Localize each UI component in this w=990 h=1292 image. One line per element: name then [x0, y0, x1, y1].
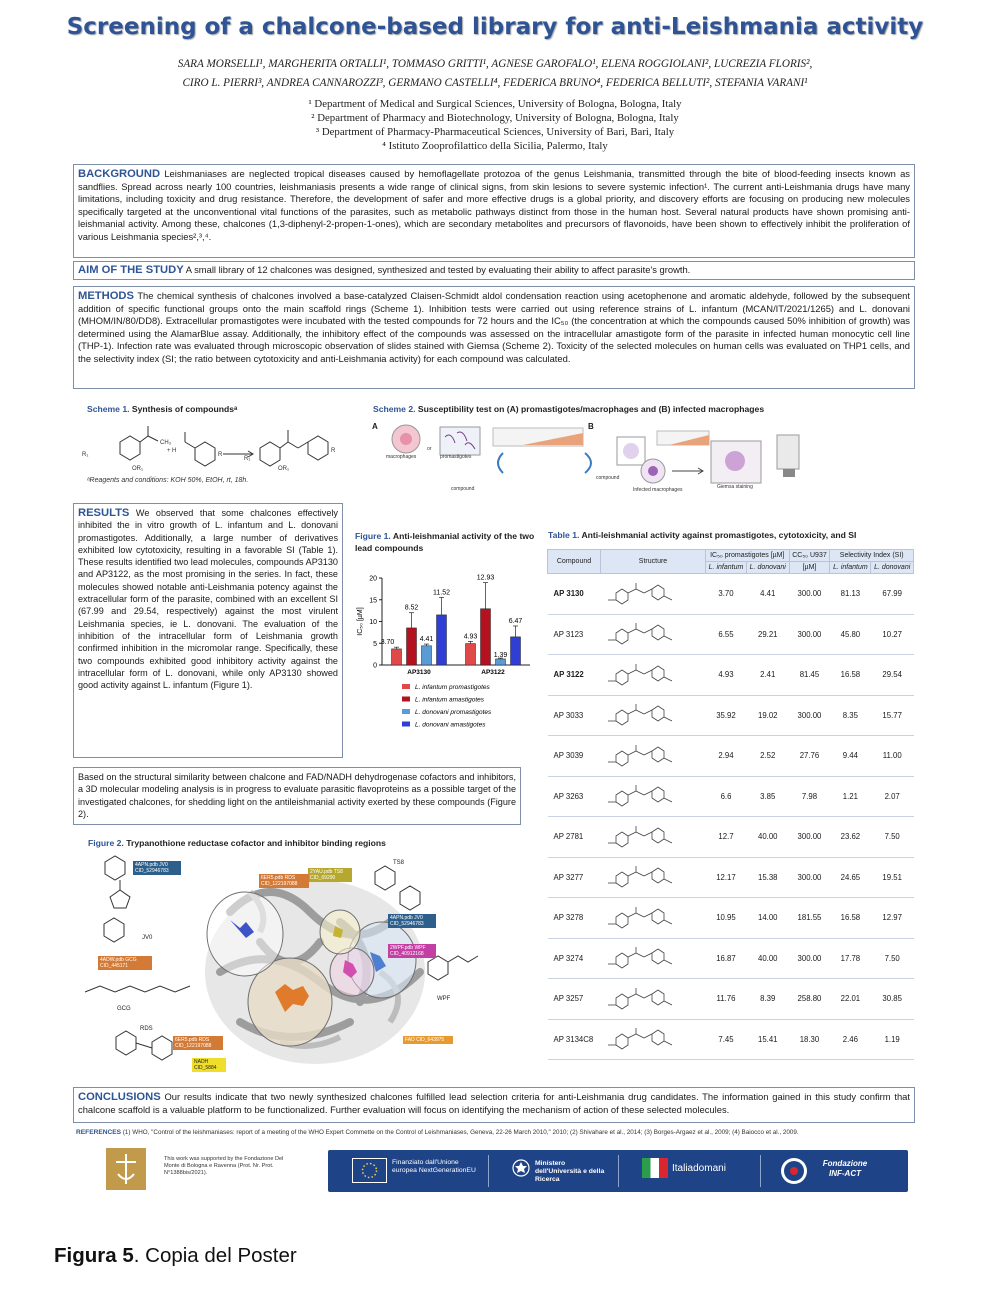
figure2-tag-s6rk: 6ER5.pdb RDS CID_122197088	[259, 874, 309, 888]
scheme1-caption	[87, 404, 237, 414]
cell-ic50-linfantum: 12.7	[706, 817, 747, 858]
data-label: 12.93	[476, 574, 495, 582]
scheme1-note: ᵃReagents and conditions: KOH 50%, EtOH, rt, 18h.	[87, 477, 249, 484]
methods-section	[73, 286, 915, 389]
legend-swatch	[402, 697, 410, 702]
cell-ic50-ldonovani: 29.21	[746, 614, 789, 655]
svg-text:OR₁: OR₁	[132, 466, 144, 472]
italia-flag-icon	[642, 1158, 668, 1178]
structure-drawing	[606, 863, 700, 889]
cell-compound: AP 3122	[548, 655, 601, 696]
cell-ic50-linfantum: 11.76	[706, 979, 747, 1020]
figure2-tag-jv0-mid: 4APN.pdb JV0 CID_52946783	[388, 914, 436, 928]
figure2-tag-fad: FAD CID_643975	[403, 1036, 453, 1044]
figure2-tag-jv0-top: 4APN.pdb JV0 CID_52946783	[133, 861, 181, 875]
cell-cc50: 300.00	[789, 614, 830, 655]
data-label: 4.41	[419, 636, 434, 644]
bar	[481, 609, 491, 665]
figure2-tag-wpf: 2WPF.pdb WPF CID_40912168	[388, 944, 436, 958]
structure-drawing	[606, 580, 700, 606]
table-row	[548, 655, 914, 696]
cell-ic50-linfantum: 2.94	[706, 736, 747, 777]
structure-drawing	[606, 661, 700, 687]
cell-si-linfantum: 16.58	[830, 655, 871, 696]
bar	[422, 646, 432, 665]
data-label: 3.70	[380, 639, 395, 647]
svg-text:+: +	[167, 448, 171, 454]
cell-compound: AP 3134C8	[548, 1019, 601, 1060]
scheme1-title: Synthesis of compoundsᵃ	[131, 404, 238, 414]
scheme2-macrophages: macrophages	[386, 454, 417, 460]
table1-caption	[548, 530, 856, 540]
logo-separator-3	[760, 1155, 761, 1187]
legend-entry: L. donovani promastigotes	[415, 709, 492, 716]
logo-separator-2	[618, 1155, 619, 1187]
cell-ic50-linfantum: 6.55	[706, 614, 747, 655]
legend-entry: L. infantum amastigotes	[415, 696, 485, 704]
table1-body	[548, 574, 914, 1060]
cell-compound: AP 3274	[548, 938, 601, 979]
aim-heading: AIM OF THE STUDY	[78, 264, 184, 276]
cell-structure	[601, 938, 706, 979]
y-tick-label: 5	[373, 640, 377, 648]
svg-text:R₁: R₁	[244, 456, 251, 462]
table-row	[548, 776, 914, 817]
x-tick-label: AP3122	[481, 669, 505, 676]
y-tick-label: 15	[369, 597, 377, 605]
figure-caption-text: . Copia del Poster	[133, 1244, 297, 1267]
cell-compound: AP 3263	[548, 776, 601, 817]
results-heading: RESULTS	[78, 507, 130, 519]
cell-si-ldonovani: 29.54	[871, 655, 914, 696]
legend-swatch	[402, 709, 410, 714]
figure1-label: Figure 1.	[355, 531, 391, 541]
cell-structure	[601, 817, 706, 858]
table-row	[548, 857, 914, 898]
figure2-tag-gcg: 4ADW.pdb GCG CID_445171	[98, 956, 152, 970]
affiliation-1: ¹ Department of Medical and Surgical Sciences, University of Bologna, Bologna, Italy	[308, 98, 682, 110]
inf-act-emblem-icon	[778, 1155, 810, 1187]
conclusions-section	[73, 1087, 915, 1123]
cell-structure	[601, 898, 706, 939]
cell-cc50: 258.80	[789, 979, 830, 1020]
cell-ic50-ldonovani: 19.02	[746, 695, 789, 736]
inf-act-logo-text: Fondazione INF-ACT	[822, 1159, 868, 1178]
affiliation-2: ² Department of Pharmacy and Biotechnology, University of Bologna, Bologna, Italy	[311, 112, 679, 124]
figure2-tag-rds: 6ER5.pdb RDS CID_122197088	[173, 1036, 223, 1050]
cell-compound: AP 3123	[548, 614, 601, 655]
scheme1-reaction-diagram	[80, 416, 350, 474]
table-row	[548, 695, 914, 736]
scheme1-label: Scheme 1.	[87, 404, 130, 414]
cell-si-linfantum: 16.58	[830, 898, 871, 939]
results-section	[73, 503, 343, 758]
scheme2-compound-a: compound	[451, 486, 475, 492]
figure-caption-number: Figura 5	[54, 1244, 134, 1267]
cell-si-linfantum: 1.21	[830, 776, 871, 817]
bar	[466, 644, 476, 665]
data-label: 8.52	[404, 604, 419, 612]
cell-ic50-ldonovani: 8.39	[746, 979, 789, 1020]
cell-cc50: 300.00	[789, 574, 830, 615]
svg-text:R₁: R₁	[82, 452, 89, 458]
authors-line-2	[40, 74, 950, 92]
modeling-section	[73, 767, 521, 825]
table-row	[548, 817, 914, 858]
bar	[407, 628, 417, 665]
cell-ic50-linfantum: 10.95	[706, 898, 747, 939]
results-text: We observed that some chalcones effectively inhibited the in vitro growth of L. infantum and L. donovani promastigotes. Additionally, a large number of derivatives exhibited low cytotoxicity, resulting in a favorable SI (Table 1). These results identified two lead molecules, compounds AP3130 and AP3122, as the most promising in the series. In fact, these molecules showed notable anti-Leishmania potency against the extracellular form of the parasite, combined with an excellent SI (67.99 and 29.54, respectively) against the most virulent Leishmania species, ie L. donovani. The evaluation of the inhibition of the intracellular form of Leishmania growth confirmed inhibition in the micromolar range. Specifically, these two compounds exhibited good inhibitory activity against the intracellular form of L. donovani, while only AP3130 showed good activity against L. infantum (Figure 1).	[78, 508, 338, 691]
scheme2-compound-b: compound	[596, 475, 620, 481]
cell-si-linfantum: 22.01	[830, 979, 871, 1020]
cell-si-ldonovani: 7.50	[871, 817, 914, 858]
figure2-ts8-label: TS8	[393, 860, 405, 866]
structure-drawing	[606, 782, 700, 808]
methods-text: The chemical synthesis of chalcones involved a base-catalyzed Claisen-Schmidt aldol condensation reaction using acetophenone and aromatic aldehyde, followed by the subsequent addition of specific functional groups onto the main scaffold rings (Scheme 1). Inhibition tests were carried out using reference strains of L. infantum (MCAN/IT/2021/1265) and L. donovani (MHOM/IN/80/DD8). Extracellular promastigotes were incubated with the tested compounds for 72 hours and the IC₅₀ (the concentration at which the compounds caused 50% inhibition of growth) was determined using the AlamarBlue assay. Additionally, the inhibitory effect of the compounds was assessed on the intracellular amastigote form of the parasite in infected human monocytic cell line (THP-1). Infection rate was evaluated through microscopic observation of slides stained with Giemsa (Scheme 2). Toxicity of the selected molecules on human cells was evaluated on THP1 cells, and the selectivity index (SI; the ratio between cytotoxicity and anti-Leishmania activity) for each compound was calculated.	[78, 290, 911, 364]
cell-ic50-ldonovani: 2.52	[746, 736, 789, 777]
x-tick-label: AP3130	[407, 669, 431, 676]
cell-structure	[601, 574, 706, 615]
bar	[511, 637, 521, 665]
cell-compound: AP 3277	[548, 857, 601, 898]
svg-text:OR₁: OR₁	[278, 466, 290, 472]
bar	[392, 649, 402, 665]
references-heading: REFERENCES	[76, 1129, 122, 1136]
references-text: (1) WHO, "Control of the leishmaniases: report of a meeting of the WHO Expert Commette on the Control of Leishmaniases, Geneva, 22-26 March 2010," 2010; (2) Shivahare et al., 2014; (3) Borges-Argaez et al., 2009; (4) Baiocco et al., 2009.	[122, 1129, 799, 1136]
legend-swatch	[402, 722, 410, 727]
scheme2-panel-a: A	[372, 422, 378, 431]
legend-entry: L. infantum promastigotes	[415, 684, 490, 691]
y-tick-label: 0	[373, 662, 377, 670]
th-ldon: L. donovani	[746, 562, 789, 574]
cell-compound: AP 3130	[548, 574, 601, 615]
authors-text-2: CIRO L. PIERRI³, ANDREA CANNAROZZI³, GERMANO CASTELLI⁴, FEDERICA BRUNO⁴, FEDERICA BELLUTI², STEFANIA VARANI¹	[182, 77, 808, 89]
figure2-label: Figure 2.	[88, 838, 124, 848]
th-cc50: CC₅₀ U937	[789, 550, 830, 562]
y-axis-label: IC₅₀ [µM]	[357, 607, 364, 636]
th-structure: Structure	[601, 550, 706, 574]
cell-compound: AP 3033	[548, 695, 601, 736]
cell-cc50: 300.00	[789, 817, 830, 858]
table-row	[548, 898, 914, 939]
figure2-wpf-label: WPF	[437, 996, 451, 1002]
funding-text: This work was supported by the Fondazione Del Monte di Bologna e Ravenna (Prot. Nr. Prot. N°1388bis/2021).	[164, 1156, 284, 1176]
aim-text: A small library of 12 chalcones was designed, synthesized and tested by evaluating their ability to affect parasite's growth.	[185, 264, 691, 275]
cell-ic50-ldonovani: 40.00	[746, 817, 789, 858]
cell-si-ldonovani: 30.85	[871, 979, 914, 1020]
figure2-jv0-label: JV0	[142, 935, 153, 941]
th-si-linf: L. infantum	[830, 562, 871, 574]
data-label: 6.47	[508, 617, 523, 625]
cell-structure	[601, 1019, 706, 1060]
cell-si-ldonovani: 10.27	[871, 614, 914, 655]
cell-si-ldonovani: 67.99	[871, 574, 914, 615]
th-si: Selectivity Index (SI)	[830, 550, 914, 562]
svg-text:H: H	[172, 448, 177, 454]
scheme2-promastigotes: promastigotes	[440, 454, 472, 460]
th-ic50: IC₅₀ promastigotes [µM]	[706, 550, 790, 562]
cell-si-ldonovani: 2.07	[871, 776, 914, 817]
methods-heading: METHODS	[78, 290, 134, 302]
figure2-rds-label: RDS	[140, 1026, 153, 1032]
cell-ic50-linfantum: 12.17	[706, 857, 747, 898]
structure-drawing	[606, 944, 700, 970]
cell-si-ldonovani: 11.00	[871, 736, 914, 777]
cell-structure	[601, 776, 706, 817]
table-row	[548, 1019, 914, 1060]
legend-swatch	[402, 684, 410, 689]
bar	[437, 615, 447, 665]
structure-drawing	[606, 620, 700, 646]
poster-title: Screening of a chalcone-based library for anti-Leishmania activity	[66, 14, 924, 40]
cell-cc50: 181.55	[789, 898, 830, 939]
y-tick-label: 10	[369, 619, 377, 626]
data-label: 1.39	[493, 651, 508, 659]
table-row	[548, 979, 914, 1020]
background-heading: BACKGROUND	[78, 168, 161, 180]
data-label: 4.93	[463, 633, 478, 641]
cell-ic50-linfantum: 16.87	[706, 938, 747, 979]
cell-structure	[601, 614, 706, 655]
conclusions-text: Our results indicate that two newly synthesized chalcones fulfilled lead selection criteria for anti-Leishmania drug candidates. The information gained in this study confirm that chalcone scaffold is a valuable platform to be functionalized. Further evaluation will focus on identifying the mechanism of action of these selected molecules.	[78, 1091, 911, 1115]
cell-si-ldonovani: 1.19	[871, 1019, 914, 1060]
cell-structure	[601, 695, 706, 736]
figure1-bar-chart	[352, 568, 537, 740]
table1-label: Table 1.	[548, 530, 580, 540]
table-row	[548, 574, 914, 615]
th-si-ldon: L. donovani	[871, 562, 914, 574]
figure2-title: Trypanothione reductase cofactor and inhibitor binding regions	[126, 838, 386, 848]
scheme2-title: Susceptibility test on (A) promastigotes/macrophages and (B) infected macrophages	[417, 404, 765, 414]
background-text: Leishmaniases are neglected tropical diseases caused by hemoflagellate protozoa of the genus Leishmania, transmitted through the bite of blood-feeding insects known as sandflies. Spread across nearly 100 countries, leishmaniasis presents a wide range of clinical signs, from skin lesions to severe systemic infection¹. The current anti-Leishmania drugs have many limitations, including toxicity and drug resistance. Therefore, the development of safer and more effective drugs is a global priority, and discovery efforts are focusing on producing new molecules specifically targeted at the unconventional vital functions of the parasites, such as metabolic pathways distinct from those in the human host. Several natural products have shown promising anti-leishmanial activity. Among these, chalcones (1,3-diphenyl-2-propen-1-ones), which are secondary metabolites and precursors of flavonoids, have been shown to effectively inhibit the proliferation of various Leishmania species²,³,⁴.	[78, 168, 910, 242]
table1-container	[547, 549, 914, 1060]
scheme2-panel-b: B	[588, 422, 594, 431]
cell-ic50-ldonovani: 40.00	[746, 938, 789, 979]
figure2-caption	[88, 838, 386, 848]
cell-si-ldonovani: 12.97	[871, 898, 914, 939]
affiliation-3: ³ Department of Pharmacy-Pharmaceutical Sciences, University of Bari, Bari, Italy	[315, 126, 675, 138]
authors-text-1: SARA MORSELLI¹, MARGHERITA ORTALLI¹, TOMMASO GRITTI¹, AGNESE GAROFALO¹, ELENA ROGGIOLANI², LUCREZIA FLORIS²,	[177, 58, 813, 70]
cell-ic50-ldonovani: 15.38	[746, 857, 789, 898]
cell-compound: AP 3039	[548, 736, 601, 777]
cell-si-linfantum: 9.44	[830, 736, 871, 777]
cell-compound: AP 3278	[548, 898, 601, 939]
ministero-logo-text: Ministero dell'Università e della Ricerca	[535, 1160, 605, 1183]
structure-drawing	[606, 904, 700, 930]
th-cc50-unit: [µM]	[789, 562, 830, 574]
structure-drawing	[606, 1025, 700, 1051]
cell-si-linfantum: 17.78	[830, 938, 871, 979]
cell-si-linfantum: 23.62	[830, 817, 871, 858]
bar	[496, 659, 506, 665]
figure1-title: Anti-leishmanial activity of the two lead compounds	[355, 531, 535, 553]
conclusions-heading: CONCLUSIONS	[78, 1091, 161, 1103]
svg-text:CH₃: CH₃	[160, 440, 172, 446]
svg-text:R: R	[331, 448, 336, 454]
cell-ic50-linfantum: 4.93	[706, 655, 747, 696]
cell-cc50: 27.76	[789, 736, 830, 777]
cell-cc50: 18.30	[789, 1019, 830, 1060]
authors-line-1	[40, 55, 950, 73]
cell-ic50-linfantum: 3.70	[706, 574, 747, 615]
structure-drawing	[606, 823, 700, 849]
th-linf: L. infantum	[706, 562, 747, 574]
scheme2-giemsa: Giemsa staining	[717, 484, 753, 490]
table-row	[548, 614, 914, 655]
structure-drawing	[606, 701, 700, 727]
eu-logo-text: Finanziato dall'Unione europea NextGenerationEU	[392, 1159, 476, 1174]
cell-ic50-ldonovani: 14.00	[746, 898, 789, 939]
cell-si-ldonovani: 15.77	[871, 695, 914, 736]
cell-compound: AP 2781	[548, 817, 601, 858]
cell-compound: AP 3257	[548, 979, 601, 1020]
cell-ic50-ldonovani: 3.85	[746, 776, 789, 817]
background-section	[73, 164, 915, 258]
table-row	[548, 736, 914, 777]
references-section	[76, 1129, 916, 1136]
figure2-tag-ts8: 2YAU.pdb TS8 CID_69290	[308, 868, 352, 882]
figure1-caption	[355, 530, 540, 554]
cell-structure	[601, 736, 706, 777]
cell-si-linfantum: 45.80	[830, 614, 871, 655]
cell-structure	[601, 979, 706, 1020]
cell-ic50-ldonovani: 2.41	[746, 655, 789, 696]
y-tick-label: 20	[369, 575, 377, 583]
svg-text:R: R	[218, 452, 223, 458]
ministero-emblem-icon	[511, 1158, 531, 1178]
cell-si-linfantum: 81.13	[830, 574, 871, 615]
structure-drawing	[606, 985, 700, 1011]
table-row	[548, 938, 914, 979]
logo-separator-1	[488, 1155, 489, 1187]
cell-structure	[601, 655, 706, 696]
legend-entry: L. donovani amastigotes	[415, 721, 486, 729]
figure2-gcg-label: GCG	[117, 1006, 131, 1012]
eu-flag-icon	[352, 1158, 387, 1183]
table1	[547, 549, 914, 1060]
cell-si-linfantum: 8.35	[830, 695, 871, 736]
cell-si-linfantum: 24.65	[830, 857, 871, 898]
fondazione-del-monte-logo	[106, 1148, 146, 1190]
cell-cc50: 81.45	[789, 655, 830, 696]
aim-section	[73, 261, 915, 280]
cell-cc50: 7.98	[789, 776, 830, 817]
cell-si-linfantum: 2.46	[830, 1019, 871, 1060]
structure-drawing	[606, 742, 700, 768]
scheme2-infected: Infected macrophages	[633, 487, 683, 493]
cell-cc50: 300.00	[789, 938, 830, 979]
cell-ic50-linfantum: 7.45	[706, 1019, 747, 1060]
cell-ic50-ldonovani: 15.41	[746, 1019, 789, 1060]
cell-ic50-linfantum: 6.6	[706, 776, 747, 817]
cell-cc50: 300.00	[789, 695, 830, 736]
cell-si-ldonovani: 19.51	[871, 857, 914, 898]
italiadomani-logo-text: Italiadomani	[672, 1163, 726, 1174]
modeling-text: Based on the structural similarity between chalcone and FAD/NADH dehydrogenase cofactors and inhibitors, a 3D molecular modeling analysis is in progress to evaluate parasitic flavoproteins as a possible target of the investigated chalcones, for shedding light on the antileishmanial activity exerted by these compounds (Figure 2).	[78, 772, 516, 819]
cell-si-ldonovani: 7.50	[871, 938, 914, 979]
affiliation-4: ⁴ Istituto Zooprofilattico della Sicilia, Palermo, Italy	[382, 140, 608, 152]
figure-caption	[54, 1244, 297, 1268]
cell-ic50-ldonovani: 4.41	[746, 574, 789, 615]
data-label: 11.52	[433, 589, 450, 597]
cell-structure	[601, 857, 706, 898]
th-compound: Compound	[548, 550, 601, 574]
cell-ic50-linfantum: 35.92	[706, 695, 747, 736]
scheme2-caption	[373, 404, 764, 414]
cell-cc50: 300.00	[789, 857, 830, 898]
table1-title: Anti-leishmanial activity against promastigotes, cytotoxicity, and SI	[581, 530, 857, 540]
scheme2-label: Scheme 2.	[373, 404, 416, 414]
scheme2-or: or	[427, 446, 432, 452]
figure2-tag-nadh: NADH CID_5884	[192, 1058, 226, 1072]
